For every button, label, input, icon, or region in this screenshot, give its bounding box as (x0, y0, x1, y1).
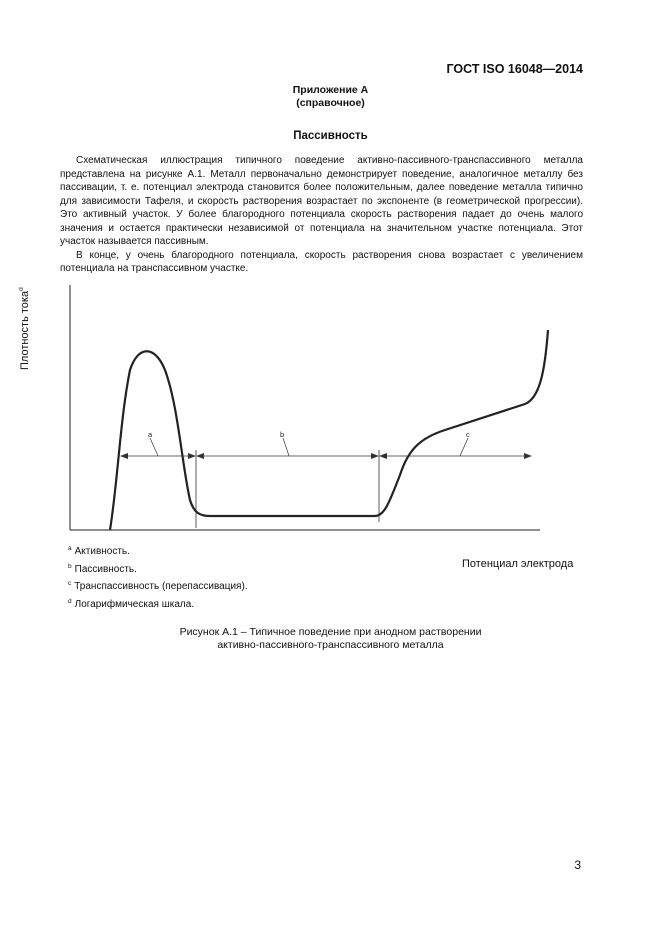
x-axis-label: Потенциал электрода (462, 558, 574, 570)
region-c-arrowhead-right (524, 453, 532, 459)
footnote-mark: b (68, 563, 72, 570)
standard-header: ГОСТ ISO 16048—2014 (446, 62, 583, 76)
footnote-a (68, 545, 130, 557)
page-number: 3 (574, 858, 581, 872)
region-c-leader (460, 438, 468, 456)
region-c-label: c (466, 430, 470, 439)
footnote-d (68, 598, 194, 610)
polarization-curve (110, 330, 548, 530)
figure-caption-line-2: активно-пассивного-транспассивного металла (217, 639, 444, 651)
region-a-arrowhead-right (188, 453, 196, 459)
footnote-text: Логарифмическая шкала. (74, 599, 195, 610)
region-c-arrowhead-left (379, 453, 387, 459)
footnote-text: Транспассивность (перепассивация). (74, 581, 248, 592)
region-b-leader (283, 438, 289, 456)
paragraph-2: В конце, у очень благородного потенциала, скорость растворения снова возрастает с увеличением потенциала на транспассивном участке. (60, 249, 583, 274)
figure-caption-line-1: Рисунок А.1 – Типичное поведение при анодном растворении (179, 626, 482, 638)
footnote-mark: d (68, 598, 72, 605)
region-a-label: a (148, 430, 153, 439)
footnote-mark: a (68, 545, 72, 552)
footnote-text: Пассивность. (74, 564, 137, 575)
y-axis-label-note: d (18, 287, 25, 291)
region-a-arrowhead-left (120, 453, 128, 459)
region-b-arrowhead-right (371, 453, 379, 459)
section-title: Пассивность (293, 130, 368, 142)
y-axis-label-text: Плотность тока (19, 290, 31, 370)
paragraph-1: Схематическая иллюстрация типичного поведение активно-пассивного-транспассивного металла представлена на рисунке А.1. Металл первоначально демонстрирует поведение, аналогичное металлу без пассивации, т. е. потенциал электрода становится более положительным, далее поведение металла типично для зависимости Тафеля, и скорость растворения возрастает по экспоненте (в геометрической прогрессии). Это активный участок. У более благородного потенциала скорость растворения падает до очень малого значения и остается практически независимой от потенциала на значительном участке потенциала. Этот участок называется пассивным. (60, 155, 583, 247)
footnote-b (68, 563, 137, 575)
region-b-arrowhead-left (196, 453, 204, 459)
annex-subtitle: (справочное) (296, 97, 365, 109)
footnote-mark: c (68, 580, 72, 587)
region-a-leader (150, 438, 158, 456)
footnote-c (68, 580, 248, 592)
region-b-label: b (280, 430, 285, 439)
footnote-text: Активность. (74, 546, 130, 557)
annex-title: Приложение А (292, 84, 369, 96)
